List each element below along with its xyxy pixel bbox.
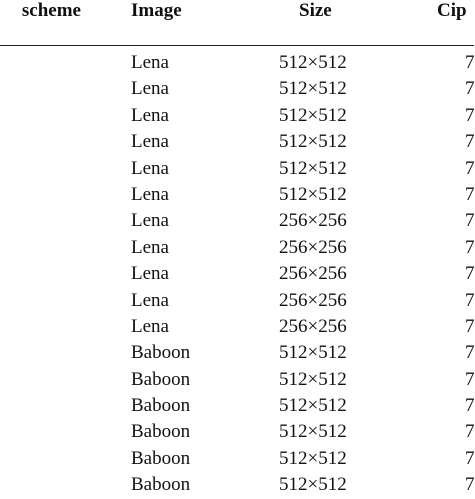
table-row — [0, 419, 474, 445]
column-header-scheme: scheme — [21, 0, 81, 21]
cell-image: Lena — [131, 131, 169, 153]
cell-cipher: 7 — [465, 131, 475, 153]
cell-cipher: 7 — [465, 78, 475, 100]
cell-image: Baboon — [131, 395, 191, 417]
cell-cipher: 7 — [465, 474, 475, 496]
cell-size: 512×512 — [279, 447, 347, 469]
cell-cipher: 7 — [465, 447, 475, 469]
table-row — [0, 156, 474, 182]
table-row — [0, 103, 474, 129]
header-rule — [0, 45, 474, 46]
column-header-image: Image — [131, 0, 182, 21]
cell-cipher: 7 — [465, 368, 475, 390]
cell-image: Lena — [131, 263, 169, 285]
cell-size: 512×512 — [279, 368, 347, 390]
cell-size: 512×512 — [279, 104, 347, 126]
table-row — [0, 261, 474, 287]
cell-image: Lena — [131, 183, 169, 205]
cell-image: Baboon — [131, 368, 191, 390]
table-row — [0, 208, 474, 234]
table-row — [0, 446, 474, 472]
column-header-size: Size — [299, 0, 332, 21]
cell-size: 512×512 — [279, 342, 347, 364]
cell-cipher: 7 — [465, 157, 475, 179]
cell-size: 512×512 — [279, 183, 347, 205]
table-row — [0, 182, 474, 208]
cell-image: Baboon — [131, 474, 191, 496]
cell-cipher: 7 — [465, 421, 475, 443]
cell-size: 512×512 — [279, 474, 347, 496]
table-body — [0, 50, 474, 499]
table-row — [0, 472, 474, 498]
cell-cipher: 7 — [465, 315, 475, 337]
cell-cipher: 7 — [465, 104, 475, 126]
cell-image: Lena — [131, 210, 169, 232]
table-row — [0, 393, 474, 419]
table-row — [0, 129, 474, 155]
cell-image: Lena — [131, 315, 169, 337]
table-row — [0, 288, 474, 314]
table-row — [0, 314, 474, 340]
cell-size: 256×256 — [279, 236, 347, 258]
cell-image: Baboon — [131, 421, 191, 443]
cell-image: Lena — [131, 157, 169, 179]
cell-cipher: 7 — [465, 236, 475, 258]
cell-image: Baboon — [131, 447, 191, 469]
cell-cipher: 7 — [465, 52, 475, 73]
cell-size: 512×512 — [279, 131, 347, 153]
cell-size: 512×512 — [279, 52, 347, 73]
cell-image: Lena — [131, 289, 169, 311]
cell-cipher: 7 — [465, 210, 475, 232]
cell-size: 256×256 — [279, 263, 347, 285]
cell-image: Lena — [131, 104, 169, 126]
table-row — [0, 76, 474, 102]
table-row — [0, 367, 474, 393]
cell-cipher: 7 — [465, 289, 475, 311]
table-row — [0, 340, 474, 366]
cell-size: 256×256 — [279, 289, 347, 311]
cell-size: 256×256 — [279, 210, 347, 232]
cell-size: 512×512 — [279, 395, 347, 417]
cell-size: 256×256 — [279, 315, 347, 337]
cell-size: 512×512 — [279, 78, 347, 100]
cell-image: Baboon — [131, 342, 191, 364]
cell-cipher: 7 — [465, 342, 475, 364]
table-row — [0, 235, 474, 261]
cell-image: Lena — [131, 236, 169, 258]
cell-image: Lena — [131, 78, 169, 100]
cell-image: Lena — [131, 52, 169, 73]
cell-size: 512×512 — [279, 421, 347, 443]
cell-size: 512×512 — [279, 157, 347, 179]
cell-cipher: 7 — [465, 183, 475, 205]
cell-cipher: 7 — [465, 263, 475, 285]
cell-cipher: 7 — [465, 395, 475, 417]
column-header-cipher: Cip — [437, 0, 467, 21]
table-row — [0, 50, 474, 76]
